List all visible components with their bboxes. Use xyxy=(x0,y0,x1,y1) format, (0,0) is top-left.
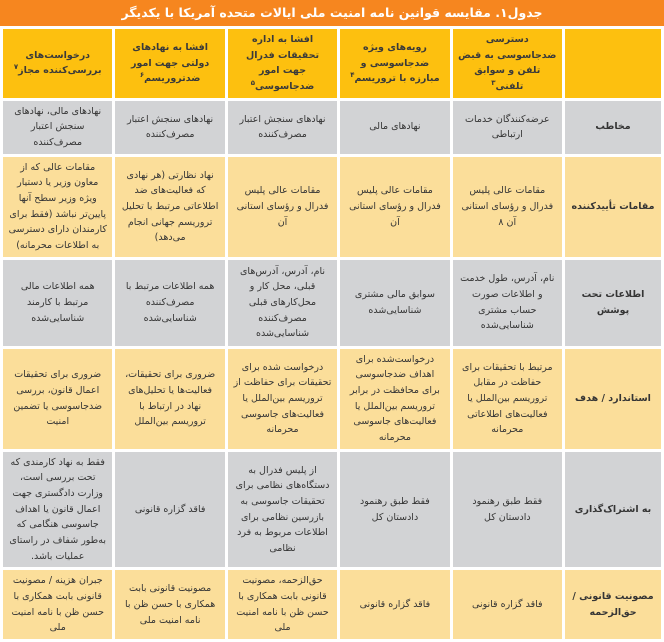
row-label: مقامات تأییدکننده xyxy=(565,157,661,257)
column-header-label: افشا به اداره تحقیقات فدرال جهت امور ضدجاسوسی xyxy=(245,34,320,93)
footnote-marker: ۷ xyxy=(13,63,19,72)
table-cell: مصونیت قانونی بابت همکاری با حسن ظن با نامه امنیت ملی xyxy=(115,570,224,639)
column-header-special-procedures xyxy=(340,29,449,98)
comparison-table xyxy=(0,26,664,642)
table-cell: مرتبط با تحقیقات برای حفاظت در مقابل تروریسم بین‌الملل یا فعالیت‌های اطلاعاتی محرمانه xyxy=(453,349,562,449)
row-label: اطلاعات تحت پوشش xyxy=(565,260,661,346)
table-cell: عرضه‌کنندگان خدمات ارتباطی xyxy=(453,101,562,154)
table-row-legal-immunity xyxy=(3,570,661,639)
footnote-marker: ۳ xyxy=(491,78,496,87)
table-cell: مقامات عالی که از معاون وزیر یا دستیار ویژه وزیر سطح آنها پایین‌تر نباشد (فقط برای کارمندان دارای دسترسی به اطلاعات محرمانه) xyxy=(3,157,112,257)
table-cell: همه اطلاعات مالی مرتبط با کارمند شناسایی‌شده xyxy=(3,260,112,346)
footnote-marker: ۴ xyxy=(350,71,355,80)
column-header-gov-disclosure xyxy=(115,29,224,98)
table-cell: حق‌الزحمه، مصونیت قانونی بابت همکاری با حسن ظن با نامه امنیت ملی xyxy=(228,570,337,639)
column-header-authorized-requests xyxy=(3,29,112,98)
table-row-addressee xyxy=(3,101,661,154)
row-label: مصونیت قانونی / حق‌الزحمه xyxy=(565,570,661,639)
table-cell: نهادهای سنجش اعتبار مصرف‌کننده xyxy=(115,101,224,154)
table-cell: درخواست شده برای تحقیقات برای حفاظت از تروریسم بین‌الملل یا فعالیت‌های جاسوسی محرمانه xyxy=(228,349,337,449)
table-cell: مقامات عالی پلیس فدرال و رؤسای استانی آن ۸ xyxy=(453,157,562,257)
table-cell: از پلیس فدرال به دستگاه‌های نظامی برای تحقیقات جاسوسی به بازرسین نظامی برای اطلاعات مربوط به فرد نظامی xyxy=(228,452,337,568)
table-cell: سوابق مالی مشتری شناسایی‌شده xyxy=(340,260,449,346)
row-label: به اشتراک‌گذاری xyxy=(565,452,661,568)
header-row xyxy=(3,29,661,98)
table-title: جدول۱. مقایسه قوانین نامه امنیت ملی ایالات متحده آمریکا با یکدیگر xyxy=(0,0,664,26)
table-cell: مقامات عالی پلیس فدرال و رؤسای استانی آن xyxy=(340,157,449,257)
table-cell: جبران هزینه / مصونیت قانونی بابت همکاری با حسن ظن با نامه امنیت ملی xyxy=(3,570,112,639)
column-header-fbi-disclosure xyxy=(228,29,337,98)
table-row-approving-authorities xyxy=(3,157,661,257)
column-header-label: درخواست‌های بررسی‌کننده مجاز xyxy=(18,49,102,77)
table-cell: فقط طبق رهنمود دادستان کل xyxy=(453,452,562,568)
table-cell: نهاد نظارتی (هر نهادی که فعالیت‌های ضد اطلاعاتی مرتبط با تحلیل تروریسم جهانی انجام می‌دهد) xyxy=(115,157,224,257)
column-header-label: افشا به نهادهای دولتی جهت امور ضدتروریسم xyxy=(131,41,210,85)
table-cell: ضروری برای تحقیقات، فعالیت‌ها یا تحلیل‌های نهاد در ارتباط با تروریسم بین‌الملل xyxy=(115,349,224,449)
row-label: استاندارد / هدف xyxy=(565,349,661,449)
table-cell: نهادهای سنجش اعتبار مصرف‌کننده xyxy=(228,101,337,154)
column-header-label: رویه‌های ویژه ضدجاسوسی و مبارزه با تروریسم xyxy=(354,41,440,85)
table-cell: نهادهای مالی، نهادهای سنجش اعتبار مصرف‌کننده xyxy=(3,101,112,154)
table-cell: فاقد گزاره قانونی xyxy=(453,570,562,639)
table-cell: فاقد گزاره قانونی xyxy=(340,570,449,639)
table-cell: همه اطلاعات مرتبط با مصرف‌کننده شناسایی‌شده xyxy=(115,260,224,346)
column-header-label: دسترسی ضدجاسوسی به قبض تلفن و سوابق تلفنی xyxy=(458,34,557,93)
table-row-covered-information xyxy=(3,260,661,346)
row-label: مخاطب xyxy=(565,101,661,154)
table-cell: درخواست‌شده برای اهداف ضدجاسوسی برای محافظت در برابر تروریسم بین‌الملل یا فعالیت‌های جاسوسی محرمانه xyxy=(340,349,449,449)
corner-cell xyxy=(565,29,661,98)
table-cell: ضروری برای تحقیقات اعمال قانون، بررسی ضدجاسوسی یا تضمین امنیت xyxy=(3,349,112,449)
table-cell: فقط به نهاد کارمندی که تحت بررسی است، وزارت دادگستری جهت اعمال قانون یا اهداف جاسوسی هنگامی که به‌طور شفاف در راستای عملیات باشد. xyxy=(3,452,112,568)
table-cell: نام، آدرس، طول خدمت و اطلاعات صورت حساب مشتری شناسایی‌شده xyxy=(453,260,562,346)
table-row-sharing xyxy=(3,452,661,568)
column-header-phone-records xyxy=(453,29,562,98)
table-cell: نام، آدرس، آدرس‌های قبلی، محل کار و محل‌کارهای قبلی مصرف‌کننده شناسایی‌شده xyxy=(228,260,337,346)
table-cell: نهادهای مالی xyxy=(340,101,449,154)
table-cell: فاقد گزاره قانونی xyxy=(115,452,224,568)
table-row-standard-purpose xyxy=(3,349,661,449)
table-cell: مقامات عالی پلیس فدرال و رؤسای استانی آن xyxy=(228,157,337,257)
footnote-marker: ۵ xyxy=(250,78,255,87)
footnote-marker: ۶ xyxy=(139,71,145,80)
table-cell: فقط طبق رهنمود دادستان کل xyxy=(340,452,449,568)
